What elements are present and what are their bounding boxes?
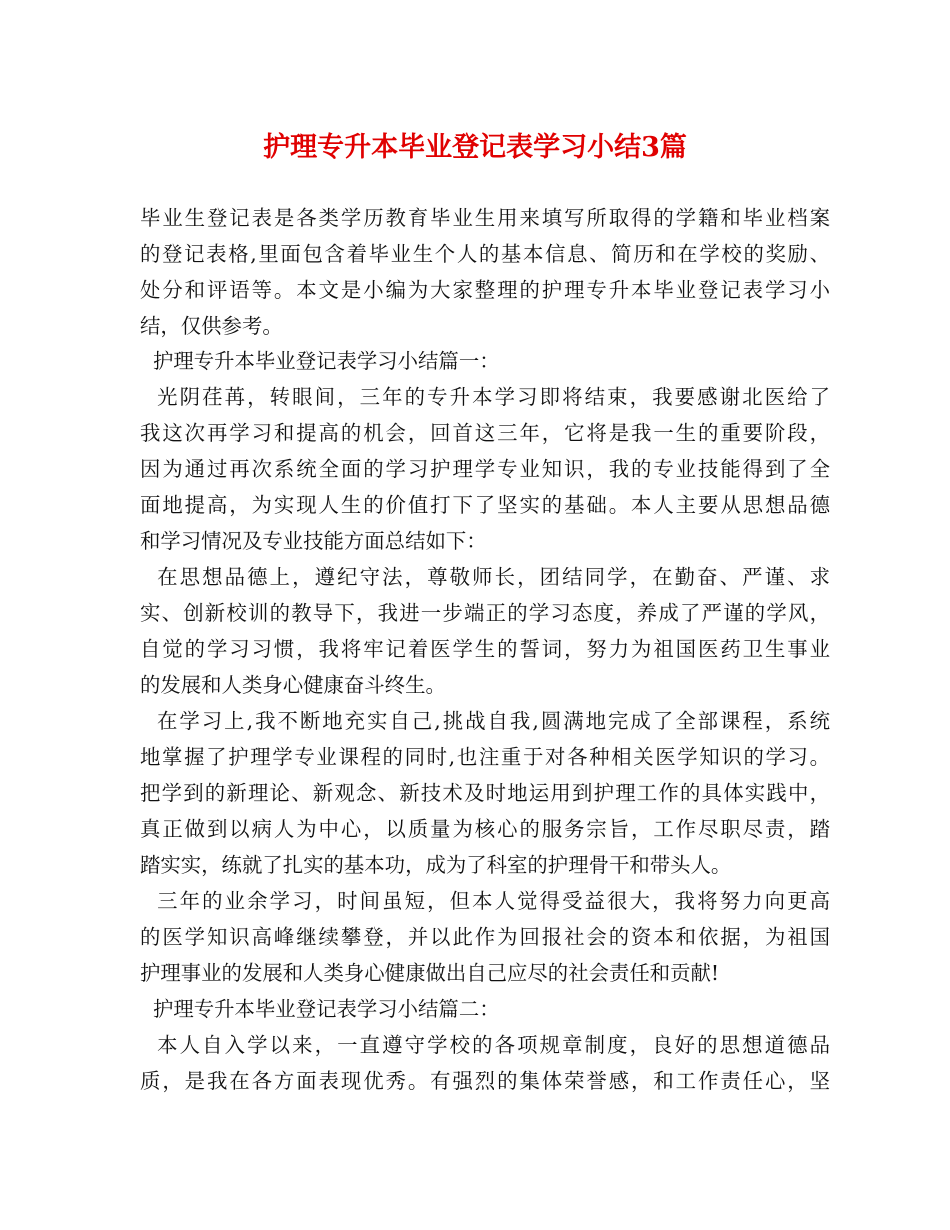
paragraph-line: 因为通过再次系统全面的学习护理学专业知识，我的专业技能得到了全 (140, 457, 830, 481)
paragraph-line: 的登记表格,里面包含着毕业生个人的基本信息、简历和在学校的奖励、 (140, 242, 830, 266)
paragraph-line: 在思想品德上，遵纪守法，尊敬师长，团结同学，在勤奋、严谨、求 (140, 565, 830, 589)
paragraph-line: 实、创新校训的教导下，我进一步端正的学习态度，养成了严谨的学风， (140, 601, 830, 625)
paragraph-line: 结，仅供参考。 (140, 314, 283, 338)
section-heading: 护理专升本毕业登记表学习小结篇一： (140, 349, 500, 373)
section-heading: 护理专升本毕业登记表学习小结篇二： (140, 997, 500, 1021)
paragraph-line: 的医学知识高峰继续攀登，并以此作为回报社会的资本和依据，为祖国 (140, 925, 830, 949)
paragraph-line: 三年的业余学习，时间虽短，但本人觉得受益很大，我将努力向更高 (140, 889, 830, 913)
paragraph-line: 真正做到以病人为中心，以质量为核心的服务宗旨，工作尽职尽责，踏 (140, 817, 830, 841)
paragraph-line: 处分和评语等。本文是小编为大家整理的护理专升本毕业登记表学习小 (140, 278, 830, 302)
paragraph-line: 光阴荏苒，转眼间，三年的专升本学习即将结束，我要感谢北医给了 (140, 385, 830, 409)
paragraph-line: 在学习上,我不断地充实自己,挑战自我,圆满地完成了全部课程，系统 (140, 709, 830, 733)
paragraph-line: 毕业生登记表是各类学历教育毕业生用来填写所取得的学籍和毕业档案 (140, 206, 830, 230)
paragraph-line: 质，是我在各方面表现优秀。有强烈的集体荣誉感，和工作责任心，坚 (140, 1069, 830, 1093)
document-title: 护理专升本毕业登记表学习小结3篇 (263, 132, 687, 163)
paragraph-line: 我这次再学习和提高的机会，回首这三年，它将是我一生的重要阶段， (140, 421, 830, 445)
paragraph-line: 本人自入学以来，一直遵守学校的各项规章制度，良好的思想道德品 (140, 1033, 830, 1057)
paragraph-line: 面地提高，为实现人生的价值打下了坚实的基础。本人主要从思想品德 (140, 493, 830, 517)
paragraph-line: 地掌握了护理学专业课程的同时,也注重于对各种相关医学知识的学习。 (140, 745, 830, 769)
paragraph-line: 踏实实，练就了扎实的基本功，成为了科室的护理骨干和带头人。 (140, 853, 732, 877)
paragraph-line: 的发展和人类身心健康奋斗终生。 (140, 673, 446, 697)
paragraph-line: 护理事业的发展和人类身心健康做出自己应尽的社会责任和贡献! (140, 961, 720, 985)
paragraph-line: 和学习情况及专业技能方面总结如下： (140, 529, 487, 553)
paragraph-line: 把学到的新理论、新观念、新技术及时地运用到护理工作的具体实践中， (140, 781, 830, 805)
paragraph-line: 自觉的学习习惯，我将牢记着医学生的誓词，努力为祖国医药卫生事业 (140, 637, 830, 661)
